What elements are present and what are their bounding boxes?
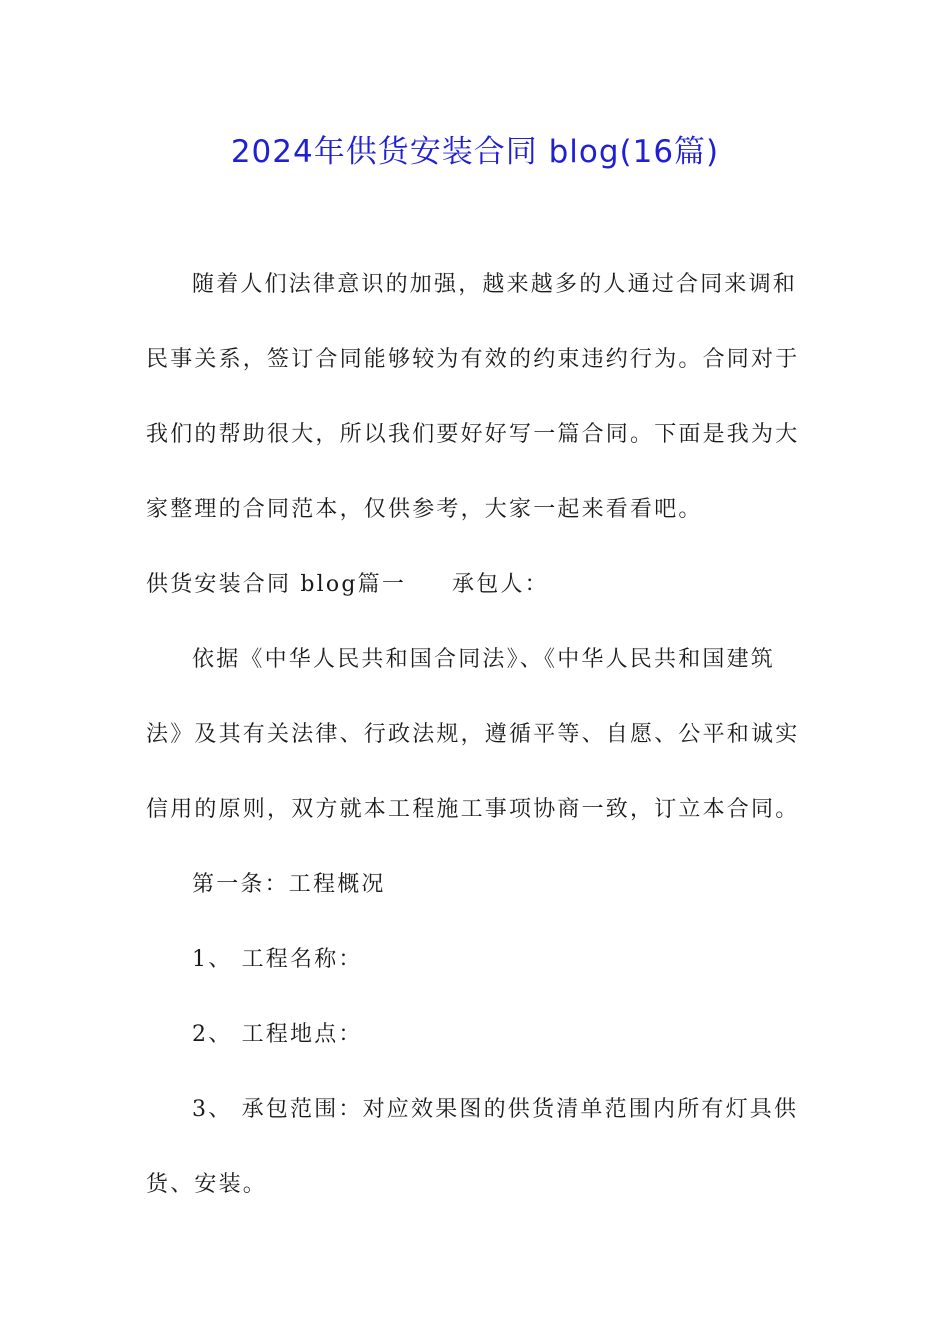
item-3: 3、 承包范围：对应效果图的供货清单范围内所有灯具供 [192, 1097, 799, 1122]
section-heading: 供货安装合同 blog篇一 [146, 572, 407, 597]
intro-line-1: 随着人们法律意识的加强，越来越多的人通过合同来调和 [192, 272, 798, 297]
intro-line-4: 家整理的合同范本，仅供参考，大家一起来看看吧。 [146, 497, 703, 522]
item-2: 2、 工程地点： [192, 1022, 363, 1047]
article-1-title: 第一条：工程概况 [192, 872, 386, 897]
document-title: 2024年供货安装合同 blog(16篇) [230, 134, 720, 170]
intro-line-2: 民事关系，签订合同能够较为有效的约束违约行为。合同对于 [146, 347, 800, 372]
contractor-label: 承包人： [452, 572, 549, 597]
basis-line-3: 信用的原则，双方就本工程施工事项协商一致，订立本合同。 [146, 797, 800, 822]
item-1: 1、 工程名称： [192, 947, 363, 972]
basis-line-1: 依据《中华人民共和国合同法》、《中华人民共和国建筑 [192, 647, 776, 672]
basis-line-2: 法》及其有关法律、行政法规，遵循平等、自愿、公平和诚实 [146, 722, 800, 747]
item-3-continued: 货、安装。 [146, 1172, 268, 1197]
section-heading-line [146, 568, 816, 602]
intro-line-3: 我们的帮助很大，所以我们要好好写一篇合同。下面是我为大 [146, 422, 800, 447]
